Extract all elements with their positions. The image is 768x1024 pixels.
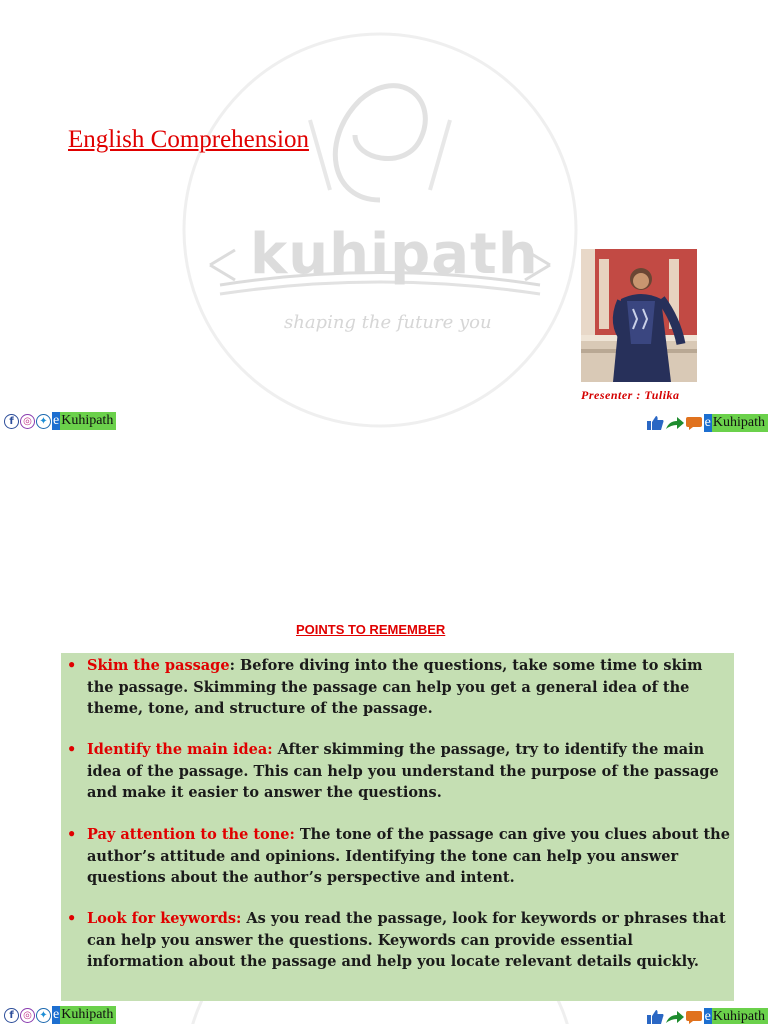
ekuhipath-brand-badge-right[interactable] [704, 414, 768, 432]
slide-title: English Comprehension [68, 126, 309, 153]
social-links [4, 412, 116, 430]
brand-prefix: e [704, 415, 711, 430]
brand-prefix: e [53, 413, 60, 428]
brand-name: Kuhipath [712, 414, 768, 432]
point-key: Skim the passage [87, 657, 230, 674]
presenter-name: Presenter : Tulika [581, 388, 680, 402]
point-item [67, 908, 730, 973]
social-links-2 [4, 1006, 116, 1024]
like-icon[interactable] [647, 416, 664, 430]
brand-name: Kuhipath [60, 412, 116, 430]
point-text: As you read the passage, look for keywords or phrases that can help you answer the questions. Keywords can provide essential information about the passage and help you locate relevant details quickly. [87, 910, 726, 970]
point-item [67, 655, 730, 720]
instagram-icon[interactable]: ◎ [20, 1008, 35, 1023]
engagement-bar-2 [647, 1008, 768, 1024]
bullet-dot: • [67, 741, 77, 758]
share-icon[interactable] [666, 416, 684, 430]
comment-icon[interactable] [686, 1011, 702, 1024]
ekuhipath-brand-badge-right[interactable] [704, 1008, 768, 1024]
bullet-dot: • [67, 910, 77, 927]
ekuhipath-brand-badge[interactable] [52, 412, 116, 430]
watermark-tagline: shaping the future you [284, 312, 492, 333]
twitter-icon[interactable]: ✦ [36, 414, 51, 429]
like-icon[interactable] [647, 1010, 664, 1024]
point-item [67, 739, 730, 804]
share-icon[interactable] [666, 1010, 684, 1024]
points-slide [0, 512, 768, 1024]
point-text: After skimming the passage, try to identify the main idea of the passage. This can help you understand the purpose of the passage and make it easier to answer the questions. [87, 741, 719, 801]
brand-name: Kuhipath [60, 1006, 116, 1024]
ekuhipath-brand-badge[interactable] [52, 1006, 116, 1024]
presenter-photo-illustration [581, 249, 697, 382]
watermark-brand-text: kuhipath [250, 222, 539, 287]
instagram-icon[interactable]: ◎ [20, 414, 35, 429]
twitter-icon[interactable]: ✦ [36, 1008, 51, 1023]
point-key: Identify the main idea: [87, 741, 273, 758]
brand-prefix: e [704, 1009, 711, 1024]
points-box [61, 653, 734, 1001]
bullet-dot: • [67, 826, 77, 843]
brand-prefix: e [53, 1007, 60, 1022]
facebook-icon[interactable]: f [4, 414, 19, 429]
presenter-photo [581, 249, 697, 382]
bullet-dot: • [67, 657, 77, 674]
point-item [67, 824, 730, 889]
point-text: : Before diving into the questions, take some time to skim the passage. Skimming the passage can help you get a general idea of the theme, tone, and structure of the passage. [87, 657, 703, 717]
facebook-icon[interactable]: f [4, 1008, 19, 1023]
brand-name: Kuhipath [712, 1008, 768, 1024]
engagement-bar [647, 414, 768, 432]
points-heading: POINTS TO REMEMBER [296, 622, 446, 637]
point-key: Look for keywords: [87, 910, 242, 927]
point-key: Pay attention to the tone: [87, 826, 295, 843]
point-text: The tone of the passage can give you clues about the author’s attitude and opinions. Identifying the tone can help you answer questions about the author’s perspective and intent. [87, 826, 730, 886]
comment-icon[interactable] [686, 417, 702, 430]
